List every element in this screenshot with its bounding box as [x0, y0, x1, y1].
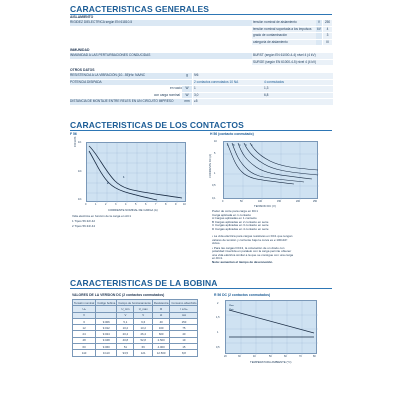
table-unit: V — [117, 312, 134, 318]
en-vacio-value2: 1,3 — [263, 86, 333, 92]
inmunidad-heading: INMUNIDAD — [70, 48, 90, 52]
bobina-title: CARACTERISTICAS DE LA BOBINA — [70, 278, 218, 288]
table-unit: Ω — [152, 312, 169, 318]
vibracion-value: 9/6 — [193, 73, 333, 79]
r56-xlabel: TEMPERATURA AMBIENTE (°C) — [250, 360, 292, 364]
r56-umax-line — [229, 310, 314, 333]
table-cell: 40,8 — [117, 337, 134, 343]
f56-xtick: 2 — [105, 203, 107, 206]
r56-chart-svg — [226, 301, 318, 355]
table-cell: 9.110 — [96, 350, 117, 356]
table-cell: 40 — [170, 331, 198, 337]
h56-xlabel: TENSION DC (V) — [254, 204, 276, 208]
con-carga-label: con carga nominal — [153, 92, 180, 97]
h56-ytick-2: 1 — [214, 172, 216, 175]
h56-ytick-3: 0,5 — [212, 184, 216, 187]
h56-note: B Cargas aplicadas en 2 contacto en serie — [212, 219, 269, 224]
f56-xtick: 5 — [135, 203, 137, 206]
table-cell: 5,1 — [117, 318, 134, 324]
h56-note: C Cargas aplicadas en 3 contacto en serie — [212, 223, 269, 228]
r56-xtick: 80 — [313, 355, 316, 358]
h56-xtick: 150 — [277, 200, 281, 203]
r56-title: R 56 DC (2 contactos conmutados) — [214, 293, 271, 297]
f56-label: F 56 — [70, 132, 77, 136]
aislamiento-row-1-value: 250 — [324, 20, 331, 24]
aislamiento-label: RIGIDEZ DIELECTRICA según EN 61810-5 — [70, 20, 252, 26]
table-unit: Uₙ — [73, 306, 96, 312]
table-header: Campo de funcionamiento — [118, 300, 151, 305]
distancia-label: DISTANCIA DE MONTAJE ENTRE RELES EN UN CIRCUITO IMPRESO — [70, 99, 182, 105]
con-carga-value1: 3,0 — [193, 93, 263, 99]
r56-ytick-2: 1 — [217, 331, 219, 334]
h56-label-b: B — [233, 144, 235, 147]
h56-curve-a — [227, 143, 294, 184]
table-cell: 110 — [73, 350, 96, 356]
f56-xtick: 8 — [165, 203, 167, 206]
h56-curve-b — [232, 143, 304, 182]
f56-ylabel: CICLOS — [73, 136, 77, 147]
h56-chart — [223, 141, 318, 199]
h56-note: Poder de corte para carga en DC1 — [212, 209, 258, 213]
r56-xtick: 20 — [224, 355, 227, 358]
table-unit: I a Uₙ — [170, 306, 198, 312]
r56-xtick: 30 — [238, 355, 241, 358]
table-cell: 160 — [152, 325, 169, 331]
aislamiento-row-2-value: 4 — [323, 27, 332, 33]
table-header: Resistencia — [153, 300, 169, 305]
r56-legend-umin: Uₘᵢₙ — [229, 309, 234, 311]
inmunidad-label: INMUNIDAD A LAS PERTURBACIONES CONDUCIDAS — [70, 53, 252, 59]
en-vacio-value1: 1 — [193, 86, 263, 92]
f56-note-2: 2 Tipos 56.34/.44 — [72, 224, 96, 228]
r56-ytick-0: 2 — [217, 302, 219, 305]
con-carga-value2: 6,8 — [263, 93, 333, 99]
r56-xtick: 40 — [253, 355, 256, 358]
h56-label-c: C — [239, 144, 241, 147]
h56-curve-e — [250, 143, 318, 170]
table-cell: 24 — [73, 331, 96, 337]
aislamiento-row-4-value: III — [323, 40, 332, 46]
r56-chart — [225, 300, 317, 354]
f56-note-1: 1 Tipos 56.32/.42 — [72, 219, 96, 223]
f56-xtick: 10 — [183, 203, 186, 206]
table-cell: 13,2 — [134, 325, 152, 331]
table-cell: 9.060 — [96, 344, 117, 350]
h56-note: • Para las cargas DC13, la colocación de un diodo con — [212, 245, 285, 250]
general-title: CARACTERISTICAS GENERALES — [70, 4, 209, 14]
table-cell: 121 — [134, 350, 152, 356]
r56-xtick: 50 — [269, 355, 272, 358]
h56-label-a: A — [227, 144, 229, 147]
h56-xtick: 200 — [296, 200, 300, 203]
distancia-value: ≥5 — [193, 99, 333, 105]
table-header: Consumo absorbido — [171, 300, 197, 305]
aislamiento-row-1-unit: V — [317, 20, 321, 24]
h56-label-d: D — [245, 144, 247, 147]
bobina-table-title: VALORES DE LA VERSION DC (2 contactos conmutados) — [72, 293, 165, 297]
r56-xtick: 70 — [299, 355, 302, 358]
table-cell: 66 — [134, 344, 152, 350]
r56-xtick: 60 — [284, 355, 287, 358]
r56-ytick-1: 1,5 — [216, 316, 220, 319]
f56-xlabel: CORRIENTE NOMINAL DE CARGA (A) — [108, 208, 158, 212]
potencia-unit — [182, 80, 192, 86]
f56-ytick-2: 10⁵ — [78, 198, 82, 201]
f56-xtick: 7 — [155, 203, 157, 206]
table-cell: 60 — [73, 344, 96, 350]
f56-xtick: 6 — [145, 203, 147, 206]
f56-xtick: 1 — [95, 203, 97, 206]
potencia-label: POTENCIA DISIPADA — [70, 80, 182, 86]
en-vacio-unit: W — [182, 86, 192, 92]
table-cell: 9.006 — [96, 318, 117, 324]
h56-xtick: 250 — [313, 200, 317, 203]
table-header: Código bobina — [97, 300, 116, 305]
f56-xtick: 9 — [175, 203, 177, 206]
f56-xtick: 3 — [115, 203, 117, 206]
f56-ytick-0: 10⁷ — [78, 141, 82, 144]
h56-note: una vida eléctrica similar a la que se consigue con una carga — [212, 252, 294, 257]
table-unit: R — [152, 306, 169, 312]
h56-note: valores de tensión y corriente bajo la curva es ≥ 100x10³ — [212, 237, 288, 242]
h56-ytick-1: 5 — [214, 152, 216, 155]
aislamiento-heading: AISLAMIENTO — [70, 15, 94, 19]
f56-curve-label-2: 2 — [107, 181, 109, 185]
aislamiento-row-3-value: 3 — [323, 33, 332, 39]
en-vacio-label: en vacío — [169, 86, 182, 90]
potencia-col2: 4 conmutados — [263, 80, 333, 86]
otros-heading: OTROS DATOS — [70, 68, 95, 72]
table-cell: 75 — [170, 325, 198, 331]
contactos-title: CARACTERISTICAS DE LOS CONTACTOS — [70, 120, 244, 130]
h56-xtick: 100 — [258, 200, 262, 203]
table-cell: 26,4 — [134, 331, 152, 337]
table-cell: 12 — [73, 325, 96, 331]
table-cell: 9.024 — [96, 331, 117, 337]
f56-curve-label-1: 1 — [123, 175, 125, 179]
h56-ytick-0: 10 — [214, 140, 217, 143]
table-row — [73, 350, 198, 356]
r56-ytick-3: 0,5 — [216, 346, 220, 349]
con-carga-unit: W — [182, 93, 192, 99]
h56-note: en DC1. — [212, 256, 224, 261]
f56-xtick: 4 — [125, 203, 127, 206]
general-rule — [70, 14, 332, 15]
aislamiento-row-2-unit: kV — [317, 26, 321, 31]
table-unit: U_min — [117, 306, 134, 312]
aislamiento-row-2-desc: tensión nominal soportada a los impulsos — [252, 27, 317, 33]
table-cell: 4.000 — [152, 344, 169, 350]
vibracion-label: RESISTENCIA A LA VIBRACIÓN (10...55)Hz: NA/NC — [70, 73, 182, 79]
h56-label: H 56 (contacto conmutado) — [210, 132, 254, 136]
potencia-col1: 2 contactos conmutados 10 NA — [193, 80, 263, 86]
inmunidad-burst: BURST (según EN 61000-4-4) nivel 4 (4 kV) — [252, 53, 333, 59]
h56-note: Nota: aumentan el tiempo de desconexión. — [212, 260, 274, 264]
h56-label-e: E — [251, 144, 253, 147]
table-unit: mA — [170, 312, 198, 318]
table-header: Tensión nominal — [74, 300, 95, 305]
h56-ytick-4: 0,1 — [212, 197, 216, 200]
h56-note: D Cargas aplicadas en 4 contacto en serie — [212, 227, 269, 231]
table-cell: 20,4 — [117, 331, 134, 337]
bobina-rule — [70, 288, 332, 289]
h56-curve-c — [238, 143, 312, 179]
f56-note-0: Vida eléctrica en función de la carga en AC1 — [72, 214, 131, 218]
table-cell: 52,8 — [134, 337, 152, 343]
table-unit: U_max — [134, 306, 152, 312]
table-cell: 12.500 — [152, 350, 169, 356]
table-cell: 8,8 — [170, 350, 198, 356]
table-cell: 10,2 — [117, 325, 134, 331]
table-cell: 48 — [73, 337, 96, 343]
aislamiento-row-3-desc: grado de contaminación — [252, 33, 317, 39]
table-cell: 19 — [170, 337, 198, 343]
h56-note: A Cargas aplicadas en 1 contacto — [212, 216, 257, 221]
h56-xtick: 0 — [222, 200, 224, 203]
aislamiento-row-4-desc: categoría de aislamiento — [252, 40, 317, 46]
f56-chart — [86, 142, 186, 202]
r56-xticks — [225, 355, 317, 359]
h56-note: • La vida eléctrica para cargas resistivas en DC1 que tengan — [212, 234, 293, 238]
table-cell: 600 — [152, 331, 169, 337]
table-cell: 9.048 — [96, 337, 117, 343]
f56-curve-1 — [89, 146, 182, 198]
h56-xtick: 50 — [240, 200, 243, 203]
inmunidad-surge: SURGE (según EN 61000-4-5) nivel 4 (4 kV) — [252, 60, 333, 66]
h56-ylabel: CORRIENTE DC (A) — [209, 154, 212, 178]
table-cell: 6,6 — [134, 318, 152, 324]
table-cell: 6 — [73, 318, 96, 324]
table-cell: 40 — [152, 318, 169, 324]
table-cell: 93,5 — [117, 350, 134, 356]
aislamiento-row-1-desc: tensión nominal de aislamiento — [252, 20, 317, 26]
f56-xtick: 0 — [85, 203, 87, 206]
table-cell: 15 — [170, 344, 198, 350]
vibracion-unit: g — [182, 73, 192, 79]
table-cell: 150 — [170, 318, 198, 324]
f56-chart-svg — [87, 143, 187, 203]
h56-note: polaridad invertida en paralelo con la carga permite obtener — [212, 249, 292, 254]
table-cell: 2.500 — [152, 337, 169, 343]
table-unit: V — [134, 312, 152, 318]
aislamiento-row-3-unit — [316, 33, 322, 39]
table-cell: 9.012 — [96, 325, 117, 331]
h56-chart-svg — [224, 142, 319, 200]
table-cell: 51 — [117, 344, 134, 350]
contactos-rule — [70, 130, 332, 131]
f56-xticks — [86, 203, 186, 207]
distancia-unit: mm — [182, 99, 192, 105]
f56-ytick-1: 10⁶ — [78, 170, 82, 173]
bobina-table — [72, 299, 198, 357]
r56-legend-umax: Uₘₐₓ — [229, 305, 234, 307]
h56-note: Carga aplicada en 1 contacto — [212, 212, 252, 217]
table-unit: V — [73, 312, 96, 318]
aislamiento-row-4-unit — [316, 40, 322, 46]
h56-note: ciclos. — [212, 241, 221, 246]
